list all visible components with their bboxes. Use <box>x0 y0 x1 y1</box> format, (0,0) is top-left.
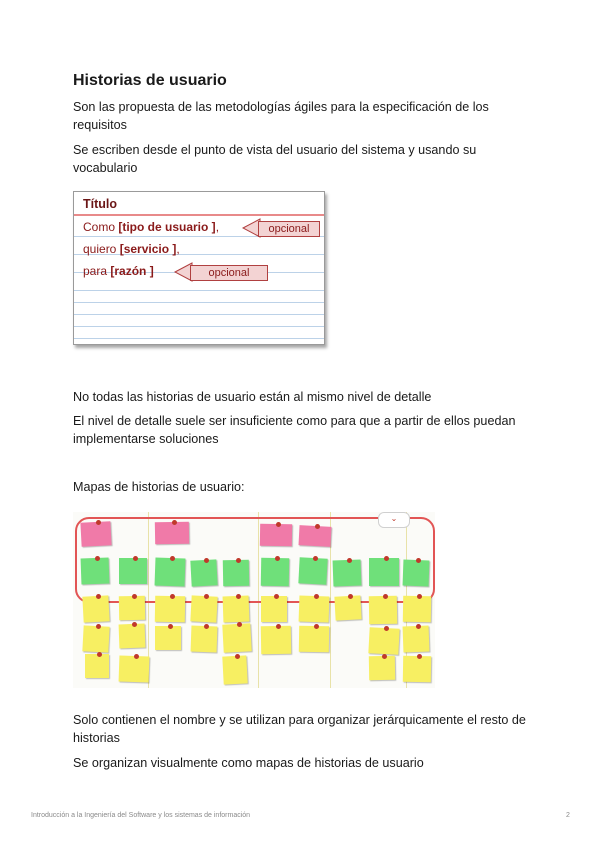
pushpin-icon <box>204 624 209 629</box>
pushpin-icon <box>168 624 173 629</box>
pushpin-icon <box>416 558 421 563</box>
story-note <box>403 596 431 622</box>
pushpin-icon <box>274 594 279 599</box>
pushpin-icon <box>132 594 137 599</box>
paragraph-detail-levels: No todas las historias de usuario están al mismo nivel de detalle <box>73 390 432 404</box>
section-heading: Historias de usuario <box>73 72 227 89</box>
callout-bubble: ⌄ <box>378 512 410 528</box>
story-note <box>119 655 150 682</box>
pushpin-icon <box>384 626 389 631</box>
story-note <box>191 626 218 653</box>
task-note <box>298 557 327 584</box>
story-card-line-reason: para [razón ] <box>83 264 154 278</box>
paragraph-names-only: Solo contienen el nombre y se utilizan para organizar jerárquicamente el resto de historias <box>73 713 526 745</box>
pushpin-icon <box>96 624 101 629</box>
pushpin-icon <box>170 594 175 599</box>
story-note <box>190 595 217 622</box>
pushpin-icon <box>382 654 387 659</box>
pushpin-icon <box>204 558 209 563</box>
activity-note <box>155 522 189 545</box>
story-card-line-service: quiero [servicio ], <box>83 242 180 256</box>
story-note <box>119 624 146 649</box>
paragraph-story-maps: Mapas de historias de usuario: <box>73 480 245 494</box>
pushpin-icon <box>204 594 209 599</box>
paragraph-viewpoint: Se escriben desde el punto de vista del usuario del sistema y usando su vocabulario <box>73 143 477 175</box>
story-card-title: Título <box>83 197 118 211</box>
optional-arrow-reason <box>174 262 268 282</box>
pushpin-icon <box>275 556 280 561</box>
paragraph-organized-visually: Se organizan visualmente como mapas de historias de usuario <box>73 756 424 770</box>
pushpin-icon <box>416 624 421 629</box>
pushpin-icon <box>236 594 241 599</box>
story-note <box>222 623 251 652</box>
story-note <box>82 595 109 622</box>
task-note <box>81 558 110 585</box>
pushpin-icon <box>276 522 281 527</box>
pushpin-icon <box>313 556 318 561</box>
pushpin-icon <box>95 556 100 561</box>
optional-label: opcional <box>258 221 320 237</box>
pushpin-icon <box>348 594 353 599</box>
story-card-line-role: Como [tipo de usuario ], <box>83 220 220 234</box>
activity-note <box>80 521 111 547</box>
task-note <box>190 559 217 586</box>
task-note <box>119 558 147 584</box>
story-note <box>223 596 250 623</box>
story-note <box>261 626 291 655</box>
story-map-figure <box>73 512 435 688</box>
pushpin-icon <box>384 556 389 561</box>
story-note <box>119 596 145 620</box>
story-note <box>369 596 397 624</box>
task-note <box>261 558 289 586</box>
paragraph-definition: Son las propuesta de las metodologías ágiles para la especificación de los requisitos <box>73 100 489 132</box>
pushpin-icon <box>235 654 240 659</box>
pushpin-icon <box>170 556 175 561</box>
story-note <box>261 596 287 622</box>
paragraph-insufficient-detail: El nivel de detalle suele ser insuficiente como para que a partir de ellos puedan implementarse soluciones <box>73 414 516 446</box>
pushpin-icon <box>237 622 242 627</box>
pushpin-icon <box>97 652 102 657</box>
pushpin-icon <box>383 594 388 599</box>
story-note <box>334 595 361 620</box>
task-note <box>369 558 399 586</box>
story-note <box>82 625 109 652</box>
story-note <box>85 654 109 678</box>
story-note <box>299 595 330 622</box>
pushpin-icon <box>314 624 319 629</box>
pushpin-icon <box>96 520 101 525</box>
pushpin-icon <box>417 654 422 659</box>
footer-text: Introducción a la Ingeniería del Software y los sistemas de información <box>31 812 251 819</box>
activity-note <box>260 524 292 547</box>
story-note <box>369 656 395 680</box>
story-note <box>155 596 185 623</box>
pushpin-icon <box>236 558 241 563</box>
optional-arrow-role <box>242 218 320 238</box>
task-note <box>403 560 430 587</box>
story-note <box>403 626 430 653</box>
pushpin-icon <box>132 622 137 627</box>
story-note <box>299 626 329 653</box>
pushpin-icon <box>96 594 101 599</box>
optional-label: opcional <box>190 265 268 281</box>
story-note <box>222 655 247 684</box>
story-note <box>155 626 181 650</box>
pushpin-icon <box>417 594 422 599</box>
pushpin-icon <box>134 654 139 659</box>
task-note <box>333 560 362 587</box>
task-note <box>155 557 186 586</box>
pushpin-icon <box>276 624 281 629</box>
story-card-figure <box>73 191 325 345</box>
task-note <box>223 560 249 586</box>
pushpin-icon <box>172 520 177 525</box>
story-note <box>368 627 399 655</box>
pushpin-icon <box>133 556 138 561</box>
pushpin-icon <box>347 558 352 563</box>
page-number: 2 <box>566 812 570 819</box>
story-note <box>403 656 431 682</box>
pushpin-icon <box>314 594 319 599</box>
pushpin-icon <box>315 524 320 529</box>
